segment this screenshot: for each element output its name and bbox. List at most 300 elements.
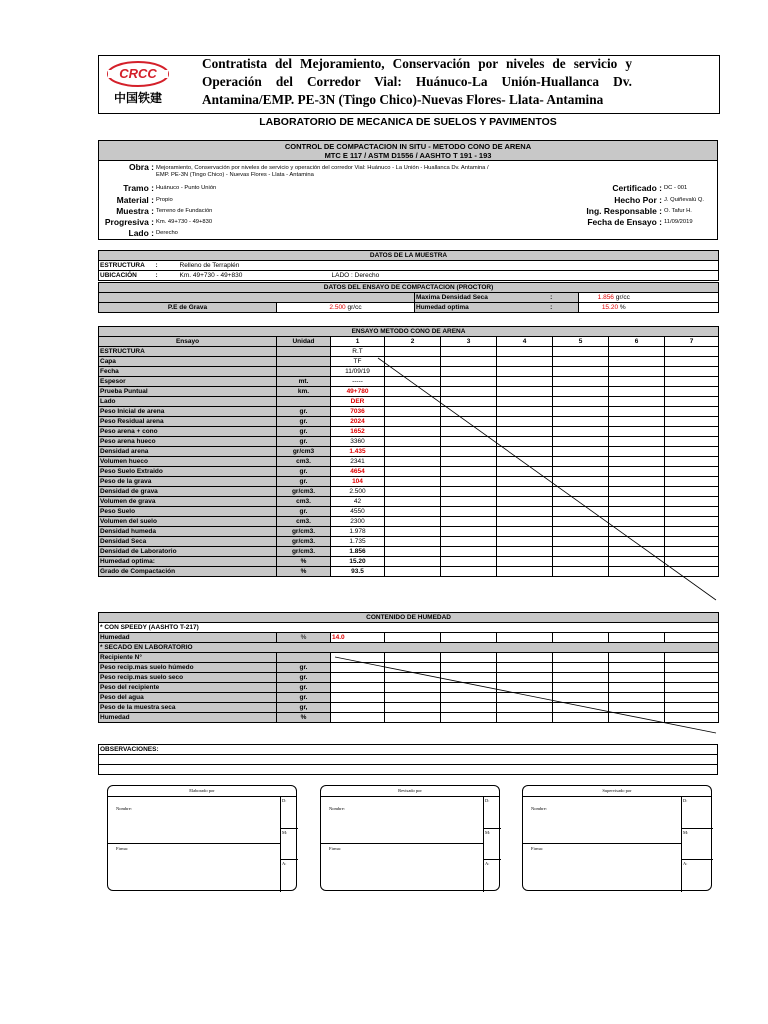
humedad-empty-cell[interactable] — [609, 683, 665, 693]
ensayo-empty-cell[interactable] — [441, 427, 497, 437]
humedad-empty-cell[interactable] — [497, 713, 553, 723]
estructura-label: ESTRUCTURA — [99, 261, 155, 271]
ensayo-empty-cell[interactable] — [385, 547, 441, 557]
ensayo-empty-cell[interactable] — [553, 527, 609, 537]
humedad-row-unit: gr. — [277, 693, 331, 703]
ensayo-empty-cell[interactable] — [609, 417, 665, 427]
ensayo-empty-cell[interactable] — [385, 367, 441, 377]
ensayo-empty-cell[interactable] — [609, 397, 665, 407]
ensayo-empty-cell[interactable] — [441, 387, 497, 397]
ensayo-empty-cell[interactable] — [441, 347, 497, 357]
humedad-row — [99, 703, 719, 713]
signature-anio: A: — [282, 861, 287, 866]
ensayo-empty-cell[interactable] — [553, 557, 609, 567]
ensayo-empty-cell[interactable] — [665, 547, 719, 557]
ensayo-row-label: Capa — [99, 357, 277, 367]
ensayo-title: ENSAYO METODO CONO DE ARENA — [99, 327, 719, 337]
humedad-empty-cell[interactable] — [665, 653, 719, 663]
ensayo-empty-cell[interactable] — [441, 377, 497, 387]
ensayo-empty-cell[interactable] — [385, 487, 441, 497]
ensayo-empty-cell[interactable] — [385, 457, 441, 467]
humedad-empty-cell[interactable] — [331, 683, 385, 693]
ensayo-row-label: Volumen hueco — [99, 457, 277, 467]
humedad-row-label: Peso del recipiente — [99, 683, 277, 693]
ensayo-empty-cell[interactable] — [385, 537, 441, 547]
ensayo-row-value: R.T — [331, 347, 385, 357]
ensayo-empty-cell[interactable] — [665, 397, 719, 407]
fecha-ensayo-label: Fecha de Ensayo : — [587, 217, 662, 227]
ensayo-empty-cell[interactable] — [441, 477, 497, 487]
ensayo-empty-cell[interactable] — [441, 507, 497, 517]
ensayo-empty-cell[interactable] — [385, 347, 441, 357]
humedad-empty-cell[interactable] — [441, 653, 497, 663]
ensayo-empty-cell[interactable] — [385, 447, 441, 457]
humedad-empty-cell[interactable] — [665, 713, 719, 723]
ensayo-empty-cell[interactable] — [441, 547, 497, 557]
ensayo-empty-cell[interactable] — [553, 547, 609, 557]
humedad-empty-cell[interactable] — [385, 693, 441, 703]
ensayo-empty-cell[interactable] — [553, 467, 609, 477]
ensayo-empty-cell[interactable] — [553, 507, 609, 517]
ensayo-row-unit — [277, 397, 331, 407]
ensayo-empty-cell[interactable] — [553, 447, 609, 457]
ensayo-empty-cell[interactable] — [609, 347, 665, 357]
lado-muestra-value: Derecho — [354, 271, 380, 279]
ensayo-empty-cell[interactable] — [385, 507, 441, 517]
speedy-humedad-unit: % — [277, 633, 331, 643]
ensayo-row-unit: gr/cm3. — [277, 547, 331, 557]
ensayo-empty-cell[interactable] — [553, 367, 609, 377]
ensayo-empty-cell[interactable] — [609, 527, 665, 537]
ensayo-empty-cell[interactable] — [385, 557, 441, 567]
ensayo-empty-cell[interactable] — [385, 427, 441, 437]
ensayo-empty-cell[interactable] — [385, 397, 441, 407]
ensayo-row-unit: gr/cm3. — [277, 527, 331, 537]
ensayo-empty-cell[interactable] — [497, 347, 553, 357]
ensayo-empty-cell[interactable] — [553, 497, 609, 507]
ensayo-empty-cell[interactable] — [553, 347, 609, 357]
ensayo-empty-cell[interactable] — [553, 377, 609, 387]
humedad-empty-cell[interactable] — [553, 683, 609, 693]
humedad-empty-cell[interactable] — [553, 673, 609, 683]
ensayo-row-unit: gr. — [277, 417, 331, 427]
ensayo-row — [99, 507, 719, 517]
ensayo-empty-cell[interactable] — [665, 417, 719, 427]
signature-firma[interactable]: Firma: — [329, 846, 341, 851]
humedad-empty-cell[interactable] — [609, 713, 665, 723]
ensayo-empty-cell[interactable] — [553, 437, 609, 447]
signature-firma[interactable]: Firma: — [116, 846, 128, 851]
ensayo-row — [99, 447, 719, 457]
humedad-empty-cell[interactable] — [665, 693, 719, 703]
ensayo-empty-cell[interactable] — [553, 457, 609, 467]
ensayo-empty-cell[interactable] — [665, 507, 719, 517]
humedad-empty-cell[interactable] — [609, 663, 665, 673]
ensayo-row-label: Peso arena + cono — [99, 427, 277, 437]
humedad-row — [99, 673, 719, 683]
humedad-empty-cell[interactable] — [331, 673, 385, 683]
header-title: Contratista del Mejoramiento, Conservación por niveles de servicio y Operación del Corredor Vial: Huánuco-La Unión-Huallanca Dv. Antamina/EMP. PE-3N (Tingo Chico)-Nuevas Flores- Llata- Antamina — [202, 56, 632, 107]
muestra-label: Muestra : — [116, 206, 154, 216]
humedad-empty-cell[interactable] — [665, 683, 719, 693]
ensayo-empty-cell[interactable] — [553, 477, 609, 487]
ensayo-empty-cell[interactable] — [441, 497, 497, 507]
ensayo-empty-cell[interactable] — [497, 537, 553, 547]
observaciones-line[interactable] — [99, 755, 718, 765]
humedad-empty-cell[interactable] — [553, 663, 609, 673]
humedad-empty-cell[interactable] — [331, 653, 385, 663]
humedad-empty-cell[interactable] — [609, 653, 665, 663]
ensayo-header-cell: 4 — [497, 337, 553, 347]
ensayo-row-value: 1.735 — [331, 537, 385, 547]
ensayo-empty-cell[interactable] — [497, 507, 553, 517]
humedad-title: CONTENIDO DE HUMEDAD — [99, 613, 719, 623]
proctor-table — [98, 282, 719, 313]
signature-dia: D: — [683, 798, 688, 803]
tramo-label: Tramo : — [123, 183, 154, 193]
ensayo-empty-cell[interactable] — [609, 467, 665, 477]
ensayo-empty-cell[interactable] — [497, 417, 553, 427]
ensayo-row-unit — [277, 357, 331, 367]
ensayo-empty-cell[interactable] — [441, 457, 497, 467]
ensayo-row-label: Densidad arena — [99, 447, 277, 457]
max-densidad-unit: gr/cc — [615, 293, 630, 301]
humedad-empty-cell[interactable] — [441, 663, 497, 673]
ensayo-empty-cell[interactable] — [497, 447, 553, 457]
ensayo-empty-cell[interactable] — [609, 537, 665, 547]
ensayo-row — [99, 407, 719, 417]
ensayo-empty-cell[interactable] — [609, 547, 665, 557]
ensayo-empty-cell[interactable] — [665, 457, 719, 467]
ensayo-row-label: Grado de Compactación — [99, 567, 277, 577]
ensayo-row-label: Densidad de grava — [99, 487, 277, 497]
humedad-empty-cell[interactable] — [497, 653, 553, 663]
humedad-row-unit: % — [277, 713, 331, 723]
ensayo-empty-cell[interactable] — [441, 467, 497, 477]
ensayo-header-cell: Unidad — [277, 337, 331, 347]
humedad-empty-cell[interactable] — [385, 683, 441, 693]
ensayo-row-unit: cm3. — [277, 497, 331, 507]
ensayo-empty-cell[interactable] — [385, 387, 441, 397]
ensayo-empty-cell[interactable] — [497, 427, 553, 437]
humedad-empty-cell[interactable] — [665, 663, 719, 673]
ensayo-row-value: 1.978 — [331, 527, 385, 537]
ensayo-empty-cell[interactable] — [497, 357, 553, 367]
lado-value: Derecho — [156, 230, 178, 236]
signature-mes: M: — [282, 830, 288, 835]
humedad-empty-cell[interactable] — [497, 673, 553, 683]
pe-grava-label: P.E de Grava — [99, 303, 277, 313]
ensayo-row-unit — [277, 367, 331, 377]
ensayo-empty-cell[interactable] — [665, 367, 719, 377]
humedad-empty-cell[interactable] — [609, 693, 665, 703]
company-logo — [104, 57, 172, 107]
max-colon: : — [525, 293, 579, 303]
humedad-row — [99, 653, 719, 663]
ensayo-empty-cell[interactable] — [553, 417, 609, 427]
ensayo-empty-cell[interactable] — [609, 517, 665, 527]
ensayo-empty-cell[interactable] — [441, 367, 497, 377]
ensayo-empty-cell[interactable] — [553, 397, 609, 407]
ensayo-row-unit: gr/cm3 — [277, 447, 331, 457]
ensayo-empty-cell[interactable] — [385, 527, 441, 537]
ensayo-empty-cell[interactable] — [609, 427, 665, 437]
humedad-empty-cell[interactable] — [497, 683, 553, 693]
ensayo-empty-cell[interactable] — [553, 537, 609, 547]
ensayo-empty-cell[interactable] — [609, 557, 665, 567]
ensayo-empty-cell[interactable] — [665, 357, 719, 367]
ensayo-row-unit: gr. — [277, 467, 331, 477]
ensayo-empty-cell[interactable] — [665, 437, 719, 447]
ensayo-empty-cell[interactable] — [553, 427, 609, 437]
ensayo-row-label: Densidad Seca — [99, 537, 277, 547]
humedad-empty-cell[interactable] — [385, 663, 441, 673]
estructura-colon: : — [155, 261, 179, 271]
humedad-optima-unit: % — [619, 303, 626, 311]
signature-nombre[interactable]: Nombre: — [116, 806, 132, 811]
ensayo-empty-cell[interactable] — [665, 477, 719, 487]
logo-chinese-text: 中国铁建 — [113, 91, 163, 105]
humedad-row — [99, 713, 719, 723]
ensayo-empty-cell[interactable] — [441, 557, 497, 567]
ensayo-empty-cell[interactable] — [609, 457, 665, 467]
signature-nombre[interactable]: Nombre: — [531, 806, 547, 811]
ensayo-empty-cell[interactable] — [497, 527, 553, 537]
humedad-empty-cell[interactable] — [331, 713, 385, 723]
humedad-empty-cell[interactable] — [331, 693, 385, 703]
lado-label: Lado : — [128, 228, 154, 238]
secado-label: * SECADO EN LABORATORIO — [99, 643, 719, 653]
signature-box-elaborado — [107, 785, 297, 891]
ensayo-empty-cell[interactable] — [665, 447, 719, 457]
muestra-table — [98, 250, 719, 281]
ensayo-row — [99, 387, 719, 397]
ensayo-empty-cell[interactable] — [441, 567, 497, 577]
ensayo-empty-cell[interactable] — [553, 567, 609, 577]
ensayo-row-value: 4550 — [331, 507, 385, 517]
humedad-empty-cell[interactable] — [385, 653, 441, 663]
ensayo-empty-cell[interactable] — [497, 397, 553, 407]
ensayo-row-unit: gr. — [277, 477, 331, 487]
ensayo-header-cell: 7 — [665, 337, 719, 347]
max-densidad-label: Maxima Densidad Seca — [415, 293, 525, 303]
humedad-empty-cell[interactable] — [441, 683, 497, 693]
ensayo-empty-cell[interactable] — [385, 567, 441, 577]
ensayo-empty-cell[interactable] — [609, 377, 665, 387]
ensayo-empty-cell[interactable] — [665, 487, 719, 497]
ensayo-empty-cell[interactable] — [609, 477, 665, 487]
obra-label: Obra : — [128, 162, 154, 172]
ensayo-empty-cell[interactable] — [553, 487, 609, 497]
ensayo-empty-cell[interactable] — [553, 517, 609, 527]
humedad-empty-cell[interactable] — [609, 703, 665, 713]
ensayo-row — [99, 377, 719, 387]
ensayo-row-value: 1652 — [331, 427, 385, 437]
ensayo-empty-cell[interactable] — [609, 437, 665, 447]
ensayo-empty-cell[interactable] — [441, 437, 497, 447]
humedad-empty-cell[interactable] — [553, 653, 609, 663]
ensayo-header-cell: 6 — [609, 337, 665, 347]
humedad-empty-cell[interactable] — [497, 693, 553, 703]
ensayo-row-label: Lado — [99, 397, 277, 407]
ensayo-empty-cell[interactable] — [497, 457, 553, 467]
humedad-empty-cell[interactable] — [553, 703, 609, 713]
ensayo-empty-cell[interactable] — [609, 447, 665, 457]
humedad-empty-cell[interactable] — [553, 693, 609, 703]
ensayo-empty-cell[interactable] — [441, 517, 497, 527]
ensayo-empty-cell[interactable] — [665, 427, 719, 437]
signature-firma[interactable]: Firma: — [531, 846, 543, 851]
humedad-row-unit: gr, — [277, 703, 331, 713]
ensayo-empty-cell[interactable] — [385, 437, 441, 447]
ensayo-empty-cell[interactable] — [385, 377, 441, 387]
ensayo-empty-cell[interactable] — [665, 557, 719, 567]
proctor-title: DATOS DEL ENSAYO DE COMPACTACION (PROCTOR) — [99, 283, 719, 293]
ensayo-empty-cell[interactable] — [441, 537, 497, 547]
ensayo-empty-cell[interactable] — [497, 387, 553, 397]
ensayo-row-value: 49+780 — [331, 387, 385, 397]
ensayo-empty-cell[interactable] — [665, 527, 719, 537]
ensayo-empty-cell[interactable] — [441, 407, 497, 417]
ensayo-empty-cell[interactable] — [553, 407, 609, 417]
ensayo-empty-cell[interactable] — [497, 407, 553, 417]
ensayo-row-label: Humedad optima: — [99, 557, 277, 567]
ensayo-empty-cell[interactable] — [609, 367, 665, 377]
ensayo-empty-cell[interactable] — [441, 397, 497, 407]
ensayo-row-label: ESTRUCTURA — [99, 347, 277, 357]
ensayo-empty-cell[interactable] — [497, 437, 553, 447]
ensayo-empty-cell[interactable] — [665, 467, 719, 477]
ensayo-row-value: 104 — [331, 477, 385, 487]
humedad-empty-cell[interactable] — [331, 703, 385, 713]
humedad-empty-cell[interactable] — [441, 703, 497, 713]
ensayo-empty-cell[interactable] — [553, 387, 609, 397]
ensayo-empty-cell[interactable] — [665, 567, 719, 577]
ensayo-row-unit: % — [277, 557, 331, 567]
ensayo-empty-cell[interactable] — [609, 357, 665, 367]
signature-box-supervisado — [522, 785, 712, 891]
humedad-empty-cell[interactable] — [385, 713, 441, 723]
ensayo-empty-cell[interactable] — [441, 487, 497, 497]
ensayo-row-value: 2300 — [331, 517, 385, 527]
ensayo-row-value: 2024 — [331, 417, 385, 427]
ensayo-empty-cell[interactable] — [665, 407, 719, 417]
humedad-empty-cell[interactable] — [441, 673, 497, 683]
signature-nombre[interactable]: Nombre: — [329, 806, 345, 811]
ensayo-row-value: 4654 — [331, 467, 385, 477]
ensayo-empty-cell[interactable] — [441, 357, 497, 367]
ensayo-empty-cell[interactable] — [553, 357, 609, 367]
ensayo-empty-cell[interactable] — [497, 517, 553, 527]
ensayo-empty-cell[interactable] — [385, 467, 441, 477]
humedad-empty-cell[interactable] — [331, 663, 385, 673]
ensayo-empty-cell[interactable] — [497, 487, 553, 497]
ensayo-empty-cell[interactable] — [441, 447, 497, 457]
ensayo-empty-cell[interactable] — [609, 407, 665, 417]
signature-dia: D: — [282, 798, 287, 803]
humedad-row-label: Humedad — [99, 713, 277, 723]
ensayo-row-unit: gr. — [277, 437, 331, 447]
ensayo-empty-cell[interactable] — [497, 477, 553, 487]
signature-anio: A: — [485, 861, 490, 866]
ensayo-empty-cell[interactable] — [609, 567, 665, 577]
humedad-colon: : — [525, 303, 579, 313]
humedad-empty-cell[interactable] — [665, 703, 719, 713]
ensayo-empty-cell[interactable] — [665, 377, 719, 387]
ensayo-empty-cell[interactable] — [665, 497, 719, 507]
ensayo-empty-cell[interactable] — [609, 387, 665, 397]
pe-grava-unit: gr/cc — [347, 303, 362, 311]
ensayo-empty-cell[interactable] — [497, 557, 553, 567]
humedad-empty-cell[interactable] — [497, 703, 553, 713]
ensayo-empty-cell[interactable] — [385, 477, 441, 487]
logo-text: CRCC — [119, 66, 157, 81]
ensayo-empty-cell[interactable] — [385, 497, 441, 507]
ensayo-row-unit: gr/cm3. — [277, 487, 331, 497]
ing-responsable-label: Ing. Responsable : — [586, 206, 662, 216]
humedad-empty-cell[interactable] — [553, 713, 609, 723]
humedad-empty-cell[interactable] — [609, 673, 665, 683]
observaciones-line[interactable] — [99, 765, 718, 775]
ensayo-empty-cell[interactable] — [497, 567, 553, 577]
humedad-row-label: Recipiente N° — [99, 653, 277, 663]
ensayo-row — [99, 487, 719, 497]
ensayo-empty-cell[interactable] — [441, 527, 497, 537]
ensayo-empty-cell[interactable] — [385, 357, 441, 367]
ing-responsable-value: O. Tafur H. — [664, 208, 692, 214]
ensayo-empty-cell[interactable] — [497, 547, 553, 557]
ensayo-empty-cell[interactable] — [497, 377, 553, 387]
ensayo-empty-cell[interactable] — [497, 467, 553, 477]
obra-value: Mejoramiento, Conservación por niveles de servicio y operación del corredor Vial: Huánuco - La Unión - Huallanca Dv. Antamina / EMP. PE-3N (Tingo Chico) - Nuevas Flores - Llata - Antamina — [156, 165, 489, 178]
ensayo-row-unit: km. — [277, 387, 331, 397]
ensayo-empty-cell[interactable] — [665, 347, 719, 357]
ensayo-empty-cell[interactable] — [385, 417, 441, 427]
humedad-row-unit — [277, 653, 331, 663]
ensayo-row — [99, 567, 719, 577]
ensayo-empty-cell[interactable] — [385, 517, 441, 527]
ensayo-row-value: 2341 — [331, 457, 385, 467]
ensayo-row-value: 3360 — [331, 437, 385, 447]
ensayo-empty-cell[interactable] — [385, 407, 441, 417]
ensayo-empty-cell[interactable] — [497, 367, 553, 377]
ensayo-row-label: Volumen del suelo — [99, 517, 277, 527]
ensayo-row — [99, 497, 719, 507]
ensayo-row-unit: gr. — [277, 407, 331, 417]
pe-grava-value: 2.500 — [329, 303, 346, 311]
ensayo-empty-cell[interactable] — [665, 387, 719, 397]
ensayo-row-label: Peso Inicial de arena — [99, 407, 277, 417]
ensayo-empty-cell[interactable] — [665, 517, 719, 527]
ensayo-empty-cell[interactable] — [609, 497, 665, 507]
ensayo-empty-cell[interactable] — [665, 537, 719, 547]
ensayo-empty-cell[interactable] — [497, 497, 553, 507]
humedad-empty-cell[interactable] — [441, 693, 497, 703]
humedad-empty-cell[interactable] — [441, 713, 497, 723]
ensayo-empty-cell[interactable] — [609, 487, 665, 497]
humedad-empty-cell[interactable] — [385, 703, 441, 713]
ensayo-empty-cell[interactable] — [441, 417, 497, 427]
speedy-humedad-value: 14.0 — [331, 633, 385, 643]
certificado-label: Certificado : — [612, 183, 662, 193]
humedad-empty-cell[interactable] — [665, 673, 719, 683]
ensayo-empty-cell[interactable] — [609, 507, 665, 517]
humedad-empty-cell[interactable] — [385, 673, 441, 683]
ensayo-row-label: Peso de la grava — [99, 477, 277, 487]
speedy-humedad-label: Humedad — [99, 633, 277, 643]
ensayo-row-label: Peso arena hueco — [99, 437, 277, 447]
humedad-empty-cell[interactable] — [497, 663, 553, 673]
